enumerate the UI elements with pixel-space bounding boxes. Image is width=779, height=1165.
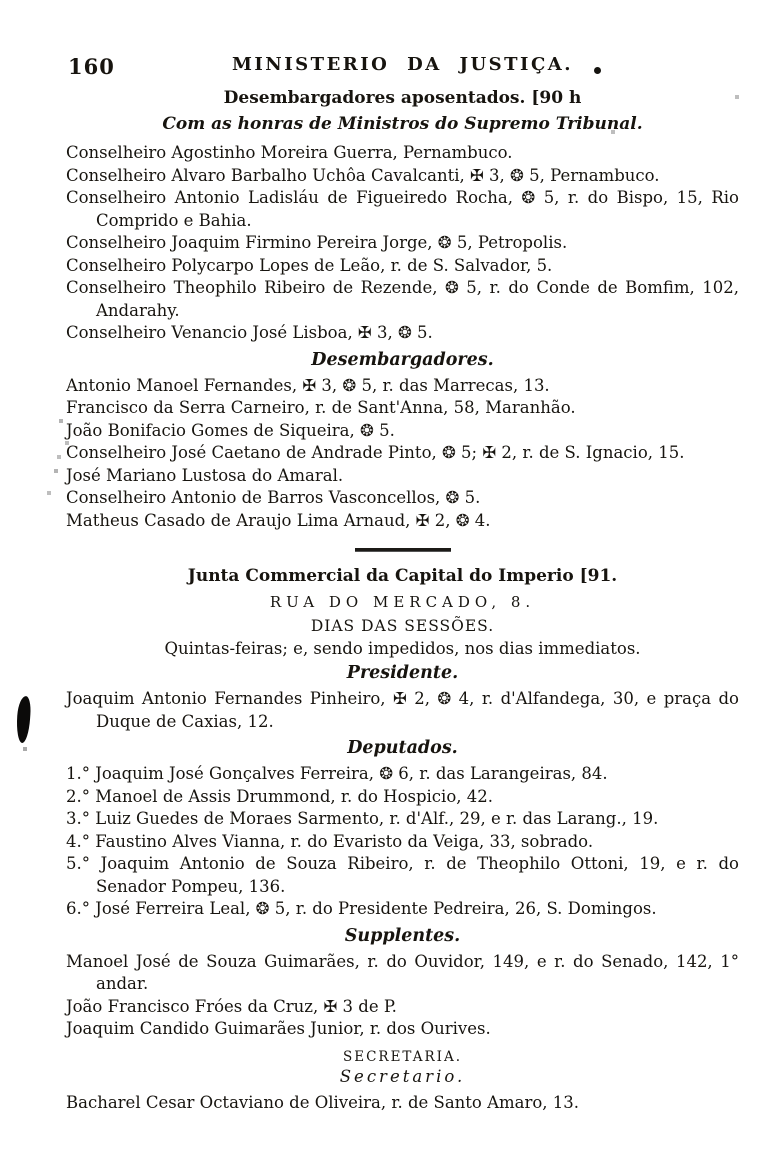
deputados-list	[66, 763, 739, 921]
list-item: Conselheiro Antonio de Barros Vasconcellos, ❂ 5.	[66, 488, 481, 507]
supplentes-list	[66, 951, 739, 1041]
list-item: 6.° José Ferreira Leal, ❂ 5, r. do Presidente Pedreira, 26, S. Domingos.	[66, 899, 657, 918]
list-item: Manoel José de Souza Guimarães, r. do Ouvidor, 149, e r. do Senado, 142, 1° andar.	[66, 951, 739, 993]
list-item: Joaquim Candido Guimarães Junior, r. dos Ourives.	[66, 1019, 491, 1038]
aposentados-subtitle: Com as honras de Ministros do Supremo Tribunal.	[162, 114, 643, 134]
page-header	[66, 54, 739, 84]
ink-dot-icon	[594, 67, 601, 74]
list-item: João Francisco Fróes da Cruz, ✠ 3 de P.	[66, 996, 397, 1016]
sessions-heading: DIAS DAS SESSÕES.	[310, 617, 495, 635]
list-item: João Bonifacio Gomes de Siqueira, ❂ 5.	[66, 420, 395, 440]
list-item: Conselheiro Agostinho Moreira Guerra, Pernambuco.	[66, 143, 513, 162]
secretario-heading: Secretario.	[339, 1066, 466, 1086]
scan-speck	[0, 0, 2, 2]
sessions-text: Quintas-feiras; e, sendo impedidos, nos dias immediatos.	[164, 639, 641, 658]
list-item: Bacharel Cesar Octaviano de Oliveira, r. de Santo Amaro, 13.	[66, 1092, 580, 1112]
list-item: 5.° Joaquim Antonio de Souza Ribeiro, r. de Theophilo Ottoni, 19, e r. do Senador Pompeu, 136.	[66, 854, 739, 896]
junta-address: RUA DO MERCADO, 8.	[269, 593, 536, 611]
list-item: 2.° Manoel de Assis Drummond, r. do Hospicio, 42.	[66, 786, 493, 806]
junta-title: Junta Commercial da Capital do Imperio [91.	[187, 566, 618, 586]
page-number: 160	[68, 54, 115, 79]
list-item: Conselheiro Polycarpo Lopes de Leão, r. de S. Salvador, 5.	[66, 255, 553, 275]
supplentes-heading: Supplentes.	[344, 925, 461, 946]
deputados-heading: Deputados.	[347, 738, 458, 758]
section-divider-rule	[355, 548, 451, 552]
secretario-block	[66, 1092, 739, 1115]
list-item: 4.° Faustino Alves Vianna, r. do Evaristo da Veiga, 33, sobrado.	[66, 831, 594, 851]
desembargadores-list	[66, 375, 739, 533]
page-title: MINISTERIO DA JUSTIÇA.	[231, 54, 574, 75]
list-item: Antonio Manoel Fernandes, ✠ 3, ❂ 5, r. das Marrecas, 13.	[66, 375, 550, 395]
list-item: Conselheiro Alvaro Barbalho Uchôa Cavalcanti, ✠ 3, ❂ 5, Pernambuco.	[66, 165, 660, 185]
list-item: Matheus Casado de Araujo Lima Arnaud, ✠ 2, ❂ 4.	[66, 510, 491, 530]
aposentados-list	[66, 142, 739, 345]
list-item: Joaquim Antonio Fernandes Pinheiro, ✠ 2, ❂ 4, r. d'Alfandega, 30, e praça do Duque de Caxias, 12.	[66, 689, 739, 731]
list-item: Conselheiro José Caetano de Andrade Pinto, ❂ 5; ✠ 2, r. de S. Ignacio, 15.	[66, 443, 685, 462]
list-item: 1.° Joaquim José Gonçalves Ferreira, ❂ 6, r. das Larangeiras, 84.	[66, 764, 608, 783]
list-item: Conselheiro Antonio Ladisláu de Figueiredo Rocha, ❂ 5, r. do Bispo, 15, Rio Comprido e Bahia.	[66, 188, 739, 230]
list-item: José Mariano Lustosa do Amaral.	[66, 465, 344, 485]
list-item: 3.° Luiz Guedes de Moraes Sarmento, r. d'Alf., 29, e r. das Larang., 19.	[66, 809, 659, 828]
secretaria-heading: SECRETARIA.	[342, 1048, 462, 1065]
list-item: Conselheiro Joaquim Firmino Pereira Jorge, ❂ 5, Petropolis.	[66, 233, 568, 252]
presidente-heading: Presidente.	[346, 663, 459, 683]
list-item: Conselheiro Theophilo Ribeiro de Rezende, ❂ 5, r. do Conde de Bomfim, 102, Andarahy.	[66, 278, 739, 320]
aposentados-title: Desembargadores aposentados. [90 h	[223, 88, 582, 108]
desembargadores-heading: Desembargadores.	[311, 349, 494, 370]
list-item: Conselheiro Venancio José Lisboa, ✠ 3, ❂ 5.	[66, 323, 433, 342]
list-item: Francisco da Serra Carneiro, r. de Sant'Anna, 58, Maranhão.	[66, 398, 576, 417]
presidente-block	[66, 688, 739, 733]
